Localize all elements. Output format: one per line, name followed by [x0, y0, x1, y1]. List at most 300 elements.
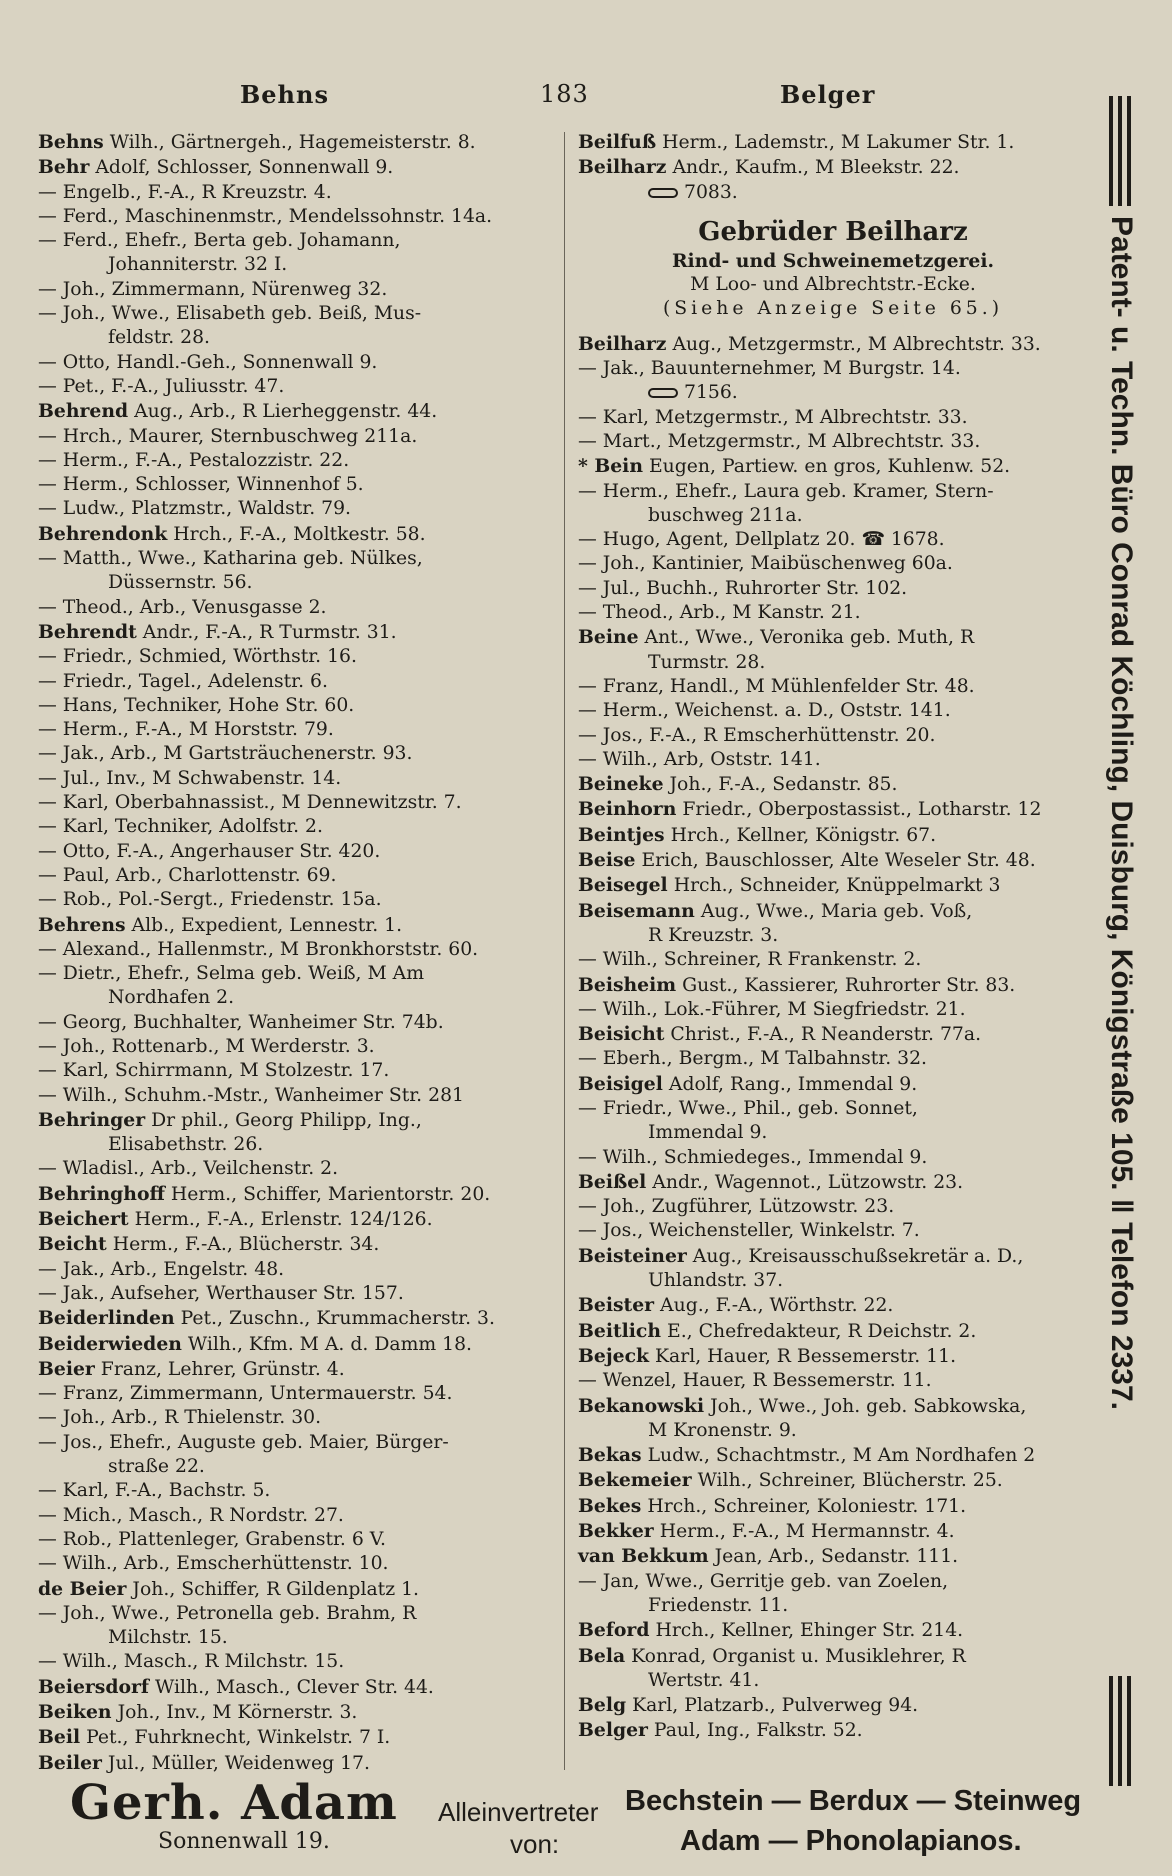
directory-entry	[38, 1455, 558, 1479]
directory-entry	[578, 1170, 1088, 1195]
entry-surname: Beilharz	[578, 156, 667, 179]
directory-entry	[38, 1602, 558, 1626]
directory-entry	[578, 748, 1088, 772]
ad-brands-line2: Adam — Phonolapianos.	[680, 1825, 1022, 1857]
entry-text: Franz, Zimmermann, Untermauerstr. 54.	[62, 1383, 453, 1405]
directory-entry	[38, 864, 558, 888]
entry-text: Mich., Masch., R Nordstr. 27.	[62, 1504, 344, 1526]
directory-entry	[38, 1650, 558, 1674]
entry-text: Wilh., Masch., Clever Str. 44.	[155, 1676, 434, 1698]
directory-entry	[38, 522, 558, 547]
entry-text: Herm., F.-A., Blücherstr. 34.	[112, 1234, 380, 1256]
directory-entry	[38, 1207, 558, 1232]
directory-entry	[578, 1195, 1088, 1219]
directory-entry	[38, 596, 558, 620]
entry-surname: Behrens	[38, 913, 126, 936]
entry-text: Franz, Handl., M Mühlenfelder Str. 48.	[602, 675, 975, 697]
directory-entry	[38, 1626, 558, 1650]
directory-entry	[578, 1121, 1088, 1145]
directory-entry	[38, 1504, 558, 1528]
entry-text: Hrch., Schneider, Knüppelmarkt 3	[673, 875, 1001, 897]
entry-text: Otto, F.-A., Angerhauser Str. 420.	[62, 840, 381, 862]
directory-entry	[38, 497, 558, 521]
entry-text: Aug., Metzgermstr., M Albrechtstr. 33.	[672, 333, 1041, 355]
directory-entry	[38, 229, 558, 253]
directory-entry	[38, 449, 558, 473]
entry-text: Jul., Buchh., Ruhrorter Str. 102.	[602, 577, 908, 599]
directory-entry	[38, 1011, 558, 1035]
directory-entry	[578, 430, 1088, 454]
directory-entry	[38, 302, 558, 326]
directory-entry	[38, 1108, 558, 1133]
entry-text: E., Chefredakteur, R Deichstr. 2.	[666, 1320, 977, 1342]
entry-text: Ferd., Maschinenmstr., Mendelssohnstr. 14a.	[62, 205, 493, 227]
directory-entry	[578, 772, 1088, 797]
entry-text: Paul, Arb., Charlottenstr. 69.	[62, 864, 337, 886]
directory-entry	[578, 130, 1088, 155]
directory-entry	[38, 1552, 558, 1576]
directory-entry	[578, 181, 1088, 205]
entry-text: Pet., F.-A., Juliusstr. 47.	[62, 375, 285, 397]
directory-entry	[38, 1577, 558, 1602]
entry-text: Dietr., Ehefr., Selma geb. Weiß, M Am	[62, 963, 425, 985]
directory-entry	[578, 155, 1088, 180]
entry-text: Wilh., Schuhm.-Mstr., Wanheimer Str. 281	[62, 1084, 464, 1106]
box-line2: Rind- und Schweinemetzgerei.	[671, 249, 995, 272]
entry-text: Hrch., Maurer, Sternbuschweg 211a.	[62, 425, 418, 447]
rule-bars-bottom	[1109, 1676, 1131, 1786]
telephone-icon	[648, 388, 678, 398]
directory-entry	[38, 791, 558, 815]
entry-surname: Bekanowski	[578, 1394, 705, 1417]
directory-entry	[578, 332, 1088, 357]
entry-surname: * Bein	[578, 455, 643, 478]
entry-surname: Beicht	[38, 1233, 107, 1256]
entry-text: Erich, Bauschlosser, Alte Weseler Str. 48.	[641, 850, 1036, 872]
directory-entry	[578, 675, 1088, 699]
entry-surname: Belger	[578, 1719, 648, 1742]
entry-text: Herm., Lademstr., M Lakumer Str. 1.	[662, 132, 1015, 153]
entry-text: Hrch., Kellner, Königstr. 67.	[670, 824, 937, 846]
entry-text: Wenzel, Hauer, R Bessemerstr. 11.	[602, 1370, 932, 1392]
entry-text: Adolf, Schlosser, Sonnenwall 9.	[95, 157, 394, 179]
entry-text: Karl, Platzarb., Pulverweg 94.	[632, 1695, 919, 1717]
entry-text: Eugen, Partiew. en gros, Kuhlenw. 52.	[648, 456, 1011, 478]
directory-entry	[38, 1133, 558, 1157]
entry-surname: Beilfuß	[578, 131, 657, 153]
entry-text: Joh., Schiffer, R Gildenplatz 1.	[132, 1578, 419, 1600]
entry-surname: Behrendonk	[38, 522, 168, 545]
entry-text: Joh., Rottenarb., M Werderstr. 3.	[62, 1035, 375, 1057]
entry-text: Joh., Kantinier, Maibüschenweg 60a.	[602, 553, 953, 575]
directory-entry	[38, 1258, 558, 1282]
box-line3: M Loo- und Albrechtstr.-Ecke.	[690, 274, 976, 296]
directory-entry	[578, 1693, 1088, 1718]
entry-surname: Beilharz	[578, 332, 667, 355]
entry-surname: Beichert	[38, 1208, 129, 1231]
entry-surname: Beiersdorf	[38, 1675, 150, 1698]
directory-entry	[578, 1519, 1088, 1544]
entry-surname: Beisicht	[578, 1023, 665, 1046]
entry-text: Joh., F.-A., Sedanstr. 85.	[669, 774, 898, 796]
directory-entry	[38, 1332, 558, 1357]
directory-entry	[38, 1431, 558, 1455]
entry-surname: Bekes	[578, 1494, 642, 1517]
entry-surname: Bela	[578, 1644, 626, 1667]
entry-text: Friedr., Tagel., Adelenstr. 6.	[62, 670, 328, 692]
entry-surname: Behr	[38, 156, 90, 179]
entry-text: Jak., Arb., Engelstr. 48.	[62, 1258, 285, 1280]
entry-surname: Beise	[578, 849, 636, 872]
entry-text: buschweg 211a.	[648, 504, 803, 526]
directory-entry	[38, 130, 558, 155]
box-line4: (Siehe Anzeige Seite 65.)	[662, 298, 1004, 320]
directory-entry	[578, 577, 1088, 601]
directory-entry	[38, 694, 558, 718]
page-number: 183	[540, 80, 589, 108]
directory-entry	[578, 1669, 1088, 1693]
entry-text: Hrch., Schreiner, Koloniestr. 171.	[647, 1495, 967, 1517]
directory-entry	[578, 1594, 1088, 1618]
entry-text: Wladisl., Arb., Veilchenstr. 2.	[62, 1158, 339, 1180]
entry-text: Jak., Bauunternehmer, M Burgstr. 14.	[602, 358, 961, 380]
entry-text: Aug., Wwe., Maria geb. Voß,	[700, 900, 973, 922]
entry-text: Herm., F.-A., Erlenstr. 124/126.	[134, 1209, 433, 1231]
entry-surname: Behringhoff	[38, 1182, 165, 1205]
directory-entry	[578, 1097, 1088, 1121]
entry-text: Alb., Expedient, Lennestr. 1.	[131, 914, 403, 936]
directory-entry	[38, 645, 558, 669]
entry-surname: Behringer	[38, 1108, 146, 1131]
directory-entry	[578, 797, 1088, 822]
entry-text: Jak., Arb., M Gartsträuchenerstr. 93.	[62, 743, 413, 765]
entry-text: Dr phil., Georg Philipp, Ing.,	[151, 1109, 422, 1131]
entry-text: Jul., Müller, Weidenweg 17.	[107, 1752, 370, 1774]
entry-text: Engelb., F.-A., R Kreuzstr. 4.	[62, 181, 332, 203]
left-column	[38, 130, 558, 1776]
directory-entry	[578, 823, 1088, 848]
directory-entry	[578, 1293, 1088, 1318]
entry-text: Otto, Handl.-Geh., Sonnenwall 9.	[62, 351, 378, 373]
directory-entry	[578, 357, 1088, 381]
directory-entry	[38, 1675, 558, 1700]
entry-text: Turmstr. 28.	[648, 651, 766, 673]
entry-text: Joh., Arb., R Thielenstr. 30.	[62, 1407, 322, 1429]
entry-text: Franz, Lehrer, Grünstr. 4.	[100, 1358, 345, 1380]
entry-text: Andr., F.-A., R Turmstr. 31.	[142, 621, 397, 643]
directory-entry	[38, 840, 558, 864]
ad-von: von:	[510, 1829, 560, 1859]
entry-text: Karl, Schirrmann, M Stolzestr. 17.	[62, 1060, 390, 1082]
header-right: Belger	[780, 80, 876, 109]
directory-entry	[38, 1035, 558, 1059]
sidebar-advert	[1092, 96, 1152, 1786]
entry-surname: Beiken	[38, 1701, 112, 1723]
directory-entry	[578, 454, 1088, 479]
directory-entry	[578, 504, 1088, 528]
entry-text: 7156.	[684, 382, 738, 404]
directory-entry	[38, 1306, 558, 1331]
entry-text: Immendal 9.	[648, 1122, 768, 1144]
directory-entry	[38, 547, 558, 571]
entry-surname: Behrend	[38, 400, 129, 423]
entry-text: M Kronenstr. 9.	[648, 1419, 797, 1441]
entry-text: Joh., Zugführer, Lützowstr. 23.	[602, 1196, 895, 1218]
entry-text: Joh., Zimmermann, Nürenweg 32.	[62, 278, 388, 300]
directory-entry	[38, 938, 558, 962]
entry-text: Friedr., Wwe., Phil., geb. Sonnet,	[602, 1097, 918, 1119]
entry-text: Friedr., Schmied, Wörthstr. 16.	[62, 646, 357, 668]
entry-surname: Beisegel	[578, 874, 668, 897]
directory-entry	[578, 899, 1088, 924]
entry-text: Hans, Techniker, Hohe Str. 60.	[62, 694, 355, 716]
entry-text: Herm., Ehefr., Laura geb. Kramer, Stern-	[602, 480, 994, 502]
directory-entry	[38, 473, 558, 497]
entry-text: Johanniterstr. 32 I.	[108, 254, 288, 276]
entry-text: Wilh., Schreiner, R Frankenstr. 2.	[602, 949, 922, 971]
entry-text: Aug., F.-A., Wörthstr. 22.	[660, 1295, 894, 1317]
entry-surname: Beisheim	[578, 973, 677, 996]
directory-entry	[578, 552, 1088, 576]
directory-entry	[578, 1369, 1088, 1393]
entry-surname: de Beier	[38, 1577, 127, 1600]
entry-surname: Beineke	[578, 773, 664, 796]
entry-text: Uhlandstr. 37.	[648, 1270, 784, 1292]
directory-entry	[578, 601, 1088, 625]
directory-entry	[38, 767, 558, 791]
directory-entry	[38, 155, 558, 180]
entry-text: Ant., Wwe., Veronika geb. Muth, R	[644, 627, 975, 649]
directory-entry	[578, 480, 1088, 504]
entry-text: Wertstr. 41.	[648, 1669, 760, 1691]
directory-entry	[38, 351, 558, 375]
directory-entry	[578, 1344, 1088, 1369]
entry-text: straße 22.	[108, 1456, 205, 1478]
entry-text: Pet., Fuhrknecht, Winkelstr. 7 I.	[86, 1727, 391, 1749]
entry-surname: Belg	[578, 1694, 627, 1717]
entry-surname: Bejeck	[578, 1344, 650, 1367]
box-title: Gebrüder Beilharz	[698, 216, 968, 247]
directory-entry	[578, 724, 1088, 748]
entry-surname: Beister	[578, 1294, 655, 1317]
directory-entry	[38, 571, 558, 595]
directory-entry	[578, 1047, 1088, 1071]
entry-surname: Beil	[38, 1726, 81, 1749]
header-left: Behns	[240, 80, 329, 109]
directory-entry	[38, 888, 558, 912]
column-divider	[564, 132, 565, 1770]
directory-entry	[578, 1072, 1088, 1097]
entry-surname: Behrendt	[38, 620, 137, 643]
entry-text: Jean, Arb., Sedanstr. 111.	[714, 1546, 959, 1568]
entry-text: Herm., F.-A., M Horststr. 79.	[62, 719, 334, 741]
entry-surname: Beisemann	[578, 899, 695, 922]
entry-text: Herm., F.-A., M Hermannstr. 4.	[659, 1521, 955, 1543]
entry-text: Joh., Wwe., Elisabeth geb. Beiß, Mus-	[62, 303, 422, 325]
directory-entry	[578, 924, 1088, 948]
directory-entry	[38, 253, 558, 277]
entry-text: Christ., F.-A., R Neanderstr. 77a.	[670, 1024, 982, 1046]
entry-surname: van Bekkum	[578, 1545, 709, 1568]
directory-entry	[38, 205, 558, 229]
entry-text: Ludw., Platzmstr., Waldstr. 79.	[62, 498, 352, 520]
entry-text: Pet., Zuschn., Krummacherstr. 3.	[180, 1308, 495, 1330]
entry-surname: Beine	[578, 626, 639, 649]
sidebar-text: Patent- u. Techn. Büro Conrad Köchling, Duisburg, Königstraße 105. ‖ Telefon 2337.	[1105, 216, 1138, 1410]
entry-text: Andr., Kaufm., M Bleekstr. 22.	[672, 157, 960, 179]
ad-allein: Alleinvertreter	[438, 1797, 599, 1827]
directory-entry	[578, 1718, 1088, 1743]
entry-surname: Beisteiner	[578, 1244, 687, 1267]
directory-entry	[578, 1219, 1088, 1243]
entry-text: Karl, Techniker, Adolfstr. 2.	[62, 816, 323, 838]
directory-entry	[38, 1232, 558, 1257]
right-column	[578, 130, 1088, 1744]
directory-entry	[578, 1494, 1088, 1519]
entry-text: Theod., Arb., Venusgasse 2.	[62, 596, 327, 618]
entry-surname: Bekemeier	[578, 1469, 692, 1492]
directory-entry	[578, 1146, 1088, 1170]
directory-entry	[38, 1406, 558, 1430]
entry-text: Hrch., Kellner, Ehinger Str. 214.	[655, 1620, 964, 1642]
directory-entry	[38, 181, 558, 205]
entry-text: Jak., Aufseher, Werthauser Str. 157.	[62, 1282, 404, 1304]
entry-text: Nordhafen 2.	[108, 987, 235, 1009]
entry-text: Milchstr. 15.	[108, 1627, 228, 1649]
entry-text: Karl, Oberbahnassist., M Dennewitzstr. 7.	[62, 792, 462, 814]
entry-text: Düssernstr. 56.	[108, 572, 253, 594]
directory-entry	[578, 998, 1088, 1022]
directory-entry	[38, 1282, 558, 1306]
ad-name: Gerh. Adam	[70, 1775, 398, 1831]
directory-entry	[38, 326, 558, 350]
entry-text: Eberh., Bergm., M Talbahnstr. 32.	[602, 1048, 928, 1070]
directory-entry	[38, 718, 558, 742]
entry-text: Theod., Arb., M Kanstr. 21.	[602, 602, 861, 624]
directory-entry	[578, 973, 1088, 998]
entry-text: Jos., F.-A., R Emscherhüttenstr. 20.	[602, 724, 936, 746]
entry-text: Jos., Ehefr., Auguste geb. Maier, Bürger-	[62, 1431, 449, 1453]
entry-text: Friedenstr. 11.	[648, 1594, 789, 1616]
entry-text: Karl, Hauer, R Bessemerstr. 11.	[655, 1345, 957, 1367]
entry-text: Herm., Weichenst. a. D., Oststr. 141.	[602, 700, 951, 722]
entry-text: feldstr. 28.	[108, 327, 211, 349]
entry-text: Aug., Kreisausschußsekretär a. D.,	[692, 1245, 1024, 1267]
directory-entry	[38, 620, 558, 645]
directory-entry	[578, 1544, 1088, 1569]
entry-text: Rob., Pol.-Sergt., Friedenstr. 15a.	[62, 889, 382, 911]
entry-text: Herm., Schiffer, Marientorstr. 20.	[170, 1183, 491, 1205]
entry-text: Karl, F.-A., Bachstr. 5.	[62, 1480, 271, 1502]
entry-text: Jos., Weichensteller, Winkelstr. 7.	[602, 1220, 920, 1242]
entry-text: R Kreuzstr. 3.	[648, 924, 779, 946]
directory-entry	[38, 1059, 558, 1083]
directory-entry	[578, 381, 1088, 405]
entry-text: Wilh., Arb, Oststr. 141.	[602, 748, 821, 770]
entry-text: Hugo, Agent, Dellplatz 20. ☎ 1678.	[602, 529, 945, 551]
directory-entry	[38, 1725, 558, 1750]
directory-entry	[578, 1394, 1088, 1419]
directory-entry	[578, 406, 1088, 430]
rule-bars-top	[1109, 96, 1131, 206]
entry-text: Wilh., Lok.-Führer, M Siegfriedstr. 21.	[602, 998, 966, 1020]
entry-text: Herm., F.-A., Pestalozzistr. 22.	[62, 449, 350, 471]
directory-entry	[578, 1570, 1088, 1594]
directory-entry	[578, 1244, 1088, 1269]
entry-surname: Beiderwieden	[38, 1332, 182, 1355]
directory-entry	[578, 1618, 1088, 1643]
directory-entry	[578, 1644, 1088, 1669]
directory-entry	[578, 1419, 1088, 1443]
entry-text: Joh., Wwe., Joh. geb. Sabkowska,	[710, 1395, 1027, 1417]
entry-text: Wilh., Schmiedeges., Immendal 9.	[602, 1146, 928, 1168]
entry-text: Wilh., Kfm. M A. d. Damm 18.	[187, 1333, 473, 1355]
entry-text: Elisabethstr. 26.	[108, 1134, 264, 1156]
entry-text: 7083.	[684, 181, 738, 203]
entry-text: Friedr., Oberpostassist., Lotharstr. 12	[682, 799, 1042, 821]
directory-entry	[38, 1700, 558, 1725]
directory-entry	[578, 1319, 1088, 1344]
entry-text: Jul., Inv., M Schwabenstr. 14.	[62, 767, 342, 789]
entry-text: Joh., Inv., M Körnerstr. 3.	[117, 1702, 358, 1723]
directory-entry	[578, 873, 1088, 898]
directory-entry	[38, 375, 558, 399]
directory-entry	[578, 1269, 1088, 1293]
ad-address: Sonnenwall 19.	[158, 1829, 330, 1854]
directory-entry	[578, 651, 1088, 675]
directory-entry	[38, 1084, 558, 1108]
entry-text: Rob., Plattenleger, Grabenstr. 6 V.	[62, 1528, 387, 1550]
directory-entry	[578, 625, 1088, 650]
telephone-icon	[648, 188, 678, 198]
ad-brands-line1: Bechstein — Berdux — Steinweg	[625, 1785, 1082, 1817]
entry-text: Andr., Wagennot., Lützowstr. 23.	[652, 1171, 964, 1193]
entry-text: Karl, Metzgermstr., M Albrechtstr. 33.	[602, 406, 968, 428]
entry-text: Adolf, Rang., Immendal 9.	[668, 1073, 918, 1095]
entry-text: Konrad, Organist u. Musiklehrer, R	[631, 1645, 966, 1667]
entry-text: Mart., Metzgermstr., M Albrechtstr. 33.	[602, 430, 981, 452]
directory-entry	[38, 742, 558, 766]
entry-text: Wilh., Gärtnergeh., Hagemeisterstr. 8.	[109, 132, 476, 153]
footer-advert	[70, 1775, 1100, 1870]
directory-entry	[38, 399, 558, 424]
entry-text: Paul, Ing., Falkstr. 52.	[653, 1720, 863, 1742]
directory-entry	[38, 1751, 558, 1776]
directory-entry	[38, 1182, 558, 1207]
advertisement-box	[578, 215, 1088, 322]
entry-text: Matth., Wwe., Katharina geb. Nülkes,	[62, 548, 423, 570]
entry-text: Wilh., Arb., Emscherhüttenstr. 10.	[62, 1553, 389, 1575]
entry-text: Joh., Wwe., Petronella geb. Brahm, R	[62, 1602, 417, 1624]
directory-entry	[578, 848, 1088, 873]
directory-entry	[38, 425, 558, 449]
entry-text: Hrch., F.-A., Moltkestr. 58.	[173, 523, 426, 545]
directory-entry	[38, 1157, 558, 1181]
entry-surname: Beford	[578, 1619, 650, 1642]
directory-entry	[578, 1468, 1088, 1493]
entry-text: Herm., Schlosser, Winnenhof 5.	[62, 474, 364, 496]
directory-entry	[38, 278, 558, 302]
entry-surname: Bekas	[578, 1444, 642, 1467]
entry-text: Jan, Wwe., Gerritje geb. van Zoelen,	[602, 1570, 949, 1592]
entry-surname: Beintjes	[578, 823, 665, 846]
directory-entry	[38, 670, 558, 694]
directory-entry	[578, 1022, 1088, 1047]
entry-surname: Beisigel	[578, 1072, 663, 1095]
directory-entry	[578, 948, 1088, 972]
entry-text: Alexand., Hallenmstr., M Bronkhorststr. 60.	[62, 938, 479, 960]
directory-entry	[578, 699, 1088, 723]
